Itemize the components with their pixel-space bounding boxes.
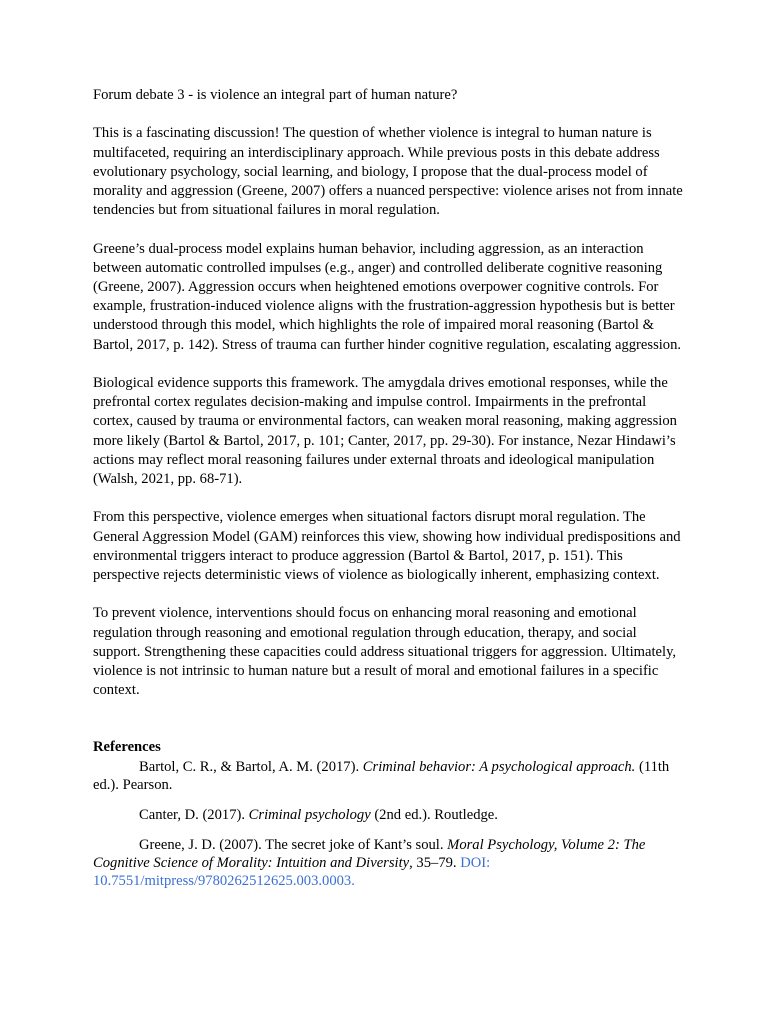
reference-text: Bartol, C. R., & Bartol, A. M. (2017). <box>139 758 363 775</box>
paragraph-dual-process: Greene’s dual-process model explains human behavior, including aggression, as an interaction between automatic controlled impulses (e.g., anger) and controlled deliberate cognitive reasoning (Greene, 2007). Aggression occurs when heightened emotions overpower cognitive controls. For example, frustration-induced violence aligns with the frustration-aggression hypothesis but is better understood through this model, which highlights the role of impaired moral reasoning (Bartol & Bartol, 2017, p. 142). Stress of trauma can further hinder cognitive regulation, escalating aggression. <box>93 240 682 353</box>
reference-text: (2nd ed.). Routledge. <box>370 806 498 823</box>
reference-item-greene <box>93 836 683 890</box>
reference-item-canter <box>93 806 683 824</box>
reference-title: Criminal behavior: A psychological approach. <box>362 758 636 775</box>
reference-text: Greene, J. D. (2007). The secret joke of Kant’s soul. <box>139 836 448 853</box>
paragraph-intro: This is a fascinating discussion! The question of whether violence is integral to human nature is multifaceted, requiring an interdisciplinary approach. While previous posts in this debate address evolutionary psychology, social learning, and biology, I propose that the dual-process model of morality and aggression (Greene, 2007) offers a nuanced perspective: violence arises not from innate tendencies but from situational failures in moral regulation. <box>93 125 683 219</box>
references-heading: References <box>93 739 161 756</box>
reference-title: Moral Psychology, Volume 2: The Cognitive Science of Morality: Intuition and Diversity <box>93 836 646 871</box>
doi-link[interactable]: DOI: 10.7551/mitpress/9780262512625.003.0003. <box>93 854 491 889</box>
paragraph-prevention: To prevent violence, interventions should focus on enhancing moral reasoning and emotional regulation through reasoning and emotional regulation through education, therapy, and social support. Strengthening these capacities could address situational triggers for aggression. Ultimately, violence is not intrinsic to human nature but a result of moral and emotional failures in a specific context. <box>93 605 677 699</box>
reference-text: (11th ed.). Pearson. <box>93 758 670 793</box>
reference-title: Criminal psychology <box>248 806 371 823</box>
document-page <box>93 86 683 890</box>
reference-text: Canter, D. (2017). <box>139 806 249 823</box>
paragraph-biological-evidence: Biological evidence supports this framework. The amygdala drives emotional responses, while the prefrontal cortex regulates decision-making and impulse control. Impairments in the prefrontal cortex, caused by trauma or environmental factors, can weaken moral reasoning, making aggression more likely (Bartol & Bartol, 2017, p. 101; Canter, 2017, pp. 29-30). For instance, Nezar Hindawi’s actions may reflect moral reasoning failures under external throats and ideological manipulation (Walsh, 2021, pp. 68-71). <box>93 375 677 488</box>
reference-item-bartol <box>93 758 683 794</box>
reference-text: , 35–79. <box>409 854 461 871</box>
paragraph-gam: From this perspective, violence emerges when situational factors disrupt moral regulation. The General Aggression Model (GAM) reinforces this view, showing how individual predispositions and environmental triggers interact to produce aggression (Bartol & Bartol, 2017, p. 151). This perspective rejects deterministic views of violence as biologically inherent, emphasizing context. <box>93 509 681 584</box>
document-title: Forum debate 3 - is violence an integral part of human nature? <box>93 87 458 103</box>
